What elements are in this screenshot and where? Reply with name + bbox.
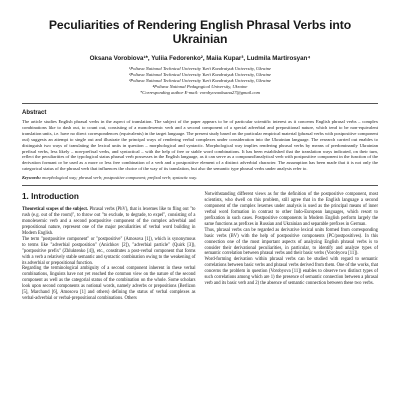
corresponding-author: *Corresponding author E-mail: vorobyovaoksana27@gmail.com bbox=[140, 90, 260, 95]
abstract-text: The article studies English phrasal verbs in the aspect of translation. The subject of the paper appears to be of particular scientific interest as it concerns English phrasal verbs – complex combinations like to dash out, to count out, consisting of a monolexemic verb and a second component of a special adverbial and prepositional nature, which tend to be non-equivalent translation units, i.e. have no direct correspondences (equivalents) in the target language. The present study based on the particular empirical material (phrasal verbs with postpositive component out) suggests an attempt to single out and illustrate the principal ways of rendering verbal complexes under consideration into the Ukrainian language. The research carried out enables to distinguish two ways of translating the lexical units in question – morphological and syntactic. Morphological way implies rendering phrasal verbs by means of predominantly Ukrainian prefixal verbs, less likely – non-prefixal verbs, and syntactical – with the help of free or stable word combinations. It has been established that the translation ways indicated, on their turn, reflect the peculiarities of the typological status phrasal verb possesses in the English language, as it can serve as a compound/analytical verb with postpositive component in the function of the derivation formant or be used as a more or less free combination of a verb and a postpositive element of a distinct adverbial character. The assumption has been made that it is not only the categorical status of the phrasal verb that influences the choice of the way of its translation, but also the semantic type phrasal verbs under analysis refer to. bbox=[22, 119, 378, 172]
paragraph: Thus, phrasal verbs can be regarded as derivative lexical units formed from corresponding basic verbs (BV) with the help of postpositive components (PC/postpositives). In this connection one of the most important aspects of analyzing English phrasal verbs is to consider their derivational peculiarities, in particular, to identify and analyze types of semantic correlation between phrasal verbs and their basic verbs (Vorobyova [11]). bbox=[204, 227, 378, 257]
paragraph: Notwithstanding different views as for the definition of the postpositive component, most scientists, who dwell on this problem, still agree that in the English language a second component of the complex lexemes under analysis is used as the principal means of inner verbal word formation in contrast to other Indo-European languages, which resort to prefixation in such cases. Postpositive components in Modern English perform largely the same functions as prefixes in Russian and Ukrainian and separable prefixes in German. bbox=[204, 191, 378, 227]
left-column bbox=[22, 192, 196, 302]
affiliation-line: ²Poltava National Technical University Yurii Kondratyuk University, Ukraine bbox=[128, 72, 272, 77]
keywords-label: Keywords: bbox=[22, 175, 42, 181]
section-heading: 1. Introduction bbox=[22, 191, 79, 201]
keywords-text: morphological way; phrasal verb; postpositive component; prefixal verb; syntactic way. bbox=[42, 175, 198, 181]
keywords-divider bbox=[22, 185, 378, 186]
affiliation-line: ⁴Poltava National Pedagogical University, Ukraine bbox=[152, 84, 248, 89]
paragraph bbox=[22, 207, 196, 237]
paragraph-lead: Theoretical scopes of the subject. bbox=[22, 206, 89, 212]
paragraph: Word-forming derivation within phrasal verbs can be studied with regard to semantic correlations between basic verbs and phrasal verbs derived from them. One of the works, that concerns the problem in question (Vorobyova [11]) enables to observe two distinct types of such correlations among which are 1) the presence of semantic connection between a phrasal verb and its basic verb and 2) the absence of semantic connection between these two verbs. bbox=[204, 257, 378, 287]
affiliation-line: ³Poltava National Technical University Yurii Kondratyuk University, Ukraine bbox=[128, 78, 272, 83]
keywords-line bbox=[22, 175, 378, 181]
affiliation-line: ¹Poltava National Technical University Yurii Kondratyuk University, Ukraine bbox=[128, 66, 272, 71]
body-columns bbox=[22, 192, 378, 302]
paragraph-text: Phrasal verbs (PhV), that is lexemes like to fling out "to rush (e.g. out of the room)", to throw out "to exclude, to degrade, to expel", consisting of a monolexemic verb and a second postpositive component of the complex adverbial and prepositional nature, represent one of the major peculiarities of verbal word building in Modern English. bbox=[22, 206, 196, 236]
paper-title: Peculiarities of Rendering English Phrasal Verbs into Ukrainian bbox=[48, 18, 352, 46]
author-list: Oksana Vorobiova¹*, Yuliia Fedorenko², Maiia Kupar³, Ludmila Martirosyan⁴ bbox=[89, 55, 311, 62]
paragraph: The term "postpositive component" or "postpositive" (Amosova [1]), which is synonymous to terms like "adverbial postposition" (Anichkov [2]), "adverbial particle" (Quirk [3]), "postpositive prefix" (Zhluktenko [4]), etc., constitutes a post-verbal component that forms with a verb a relatively stable semantic and syntactic combination owing to the weakening of its adverbial or prepositional function. bbox=[22, 236, 196, 266]
affiliations bbox=[22, 66, 378, 96]
right-column bbox=[205, 192, 379, 302]
abstract-heading: Abstract bbox=[22, 110, 47, 116]
header-divider bbox=[22, 103, 378, 104]
paragraph: Regarding the terminological ambiguity of a second component inherent in these verbal combinations, linguists have not yet reached the common view on the nature of the second component as well as the categorial status of the combination on the whole. Some scholars look upon second components as notional words, namely adverbs or prepositions (Berlizon [5], Marchand [6], Amosova [1] and others) defining the status of verbal complexes as verbal-adverbial or verbal-prepositional combinations. Others bbox=[22, 266, 196, 302]
